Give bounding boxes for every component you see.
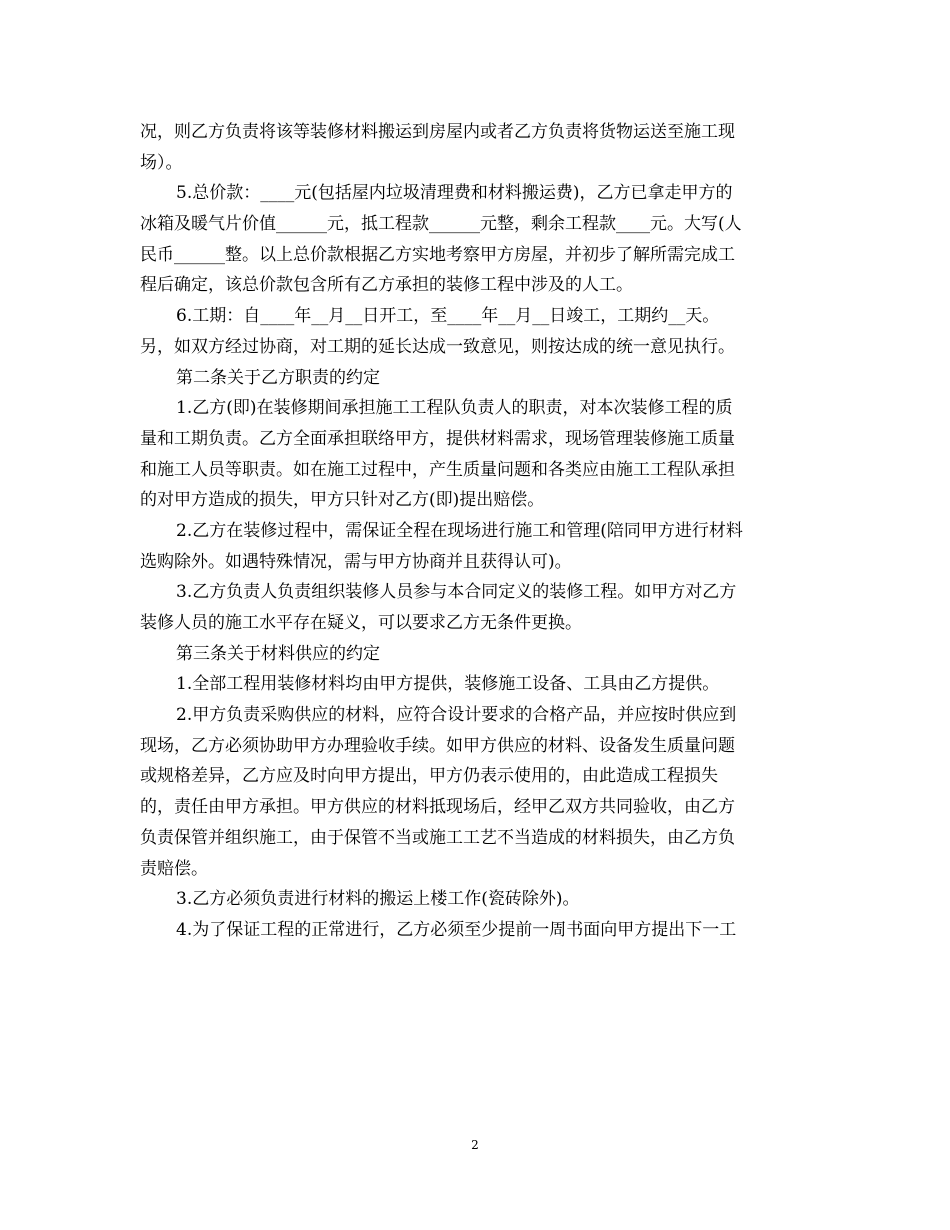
text-line: 或规格差异，乙方应及时向甲方提出，甲方仍表示使用的，由此造成工程损失 bbox=[140, 766, 718, 787]
text-line: 量和工期负责。乙方全面承担联络甲方，提供材料需求，现场管理装修施工质量 bbox=[140, 428, 735, 449]
text-line: 4.为了保证工程的正常进行，乙方必须至少提前一周书面向甲方提出下一工 bbox=[176, 919, 737, 940]
section-heading: 第二条关于乙方职责的约定 bbox=[176, 367, 380, 388]
text-line: 的对甲方造成的损失，甲方只针对乙方(即)提出赔偿。 bbox=[140, 490, 545, 511]
text-line: 3.乙方必须负责进行材料的搬运上楼工作(瓷砖除外)。 bbox=[176, 889, 580, 910]
document-body bbox=[140, 117, 810, 946]
text-line: 5.总价款：____元(包括屋内垃圾清理费和材料搬运费)，乙方已拿走甲方的 bbox=[176, 183, 733, 204]
text-line: 装修人员的施工水平存在疑义，可以要求乙方无条件更换。 bbox=[140, 613, 582, 633]
text-line: 另，如双方经过协商，对工期的延长达成一致意见，则按达成的统一意见执行。 bbox=[140, 336, 735, 357]
page-number: 2 bbox=[471, 1138, 479, 1152]
text-line: 3.乙方负责人负责组织装修人员参与本合同定义的装修工程。如甲方对乙方 bbox=[176, 582, 737, 603]
text-line: 程后确定，该总价款包含所有乙方承担的装修工程中涉及的人工。 bbox=[140, 275, 633, 296]
text-line: 2.甲方负责采购供应的材料，应符合设计要求的合格产品，并应按时供应到 bbox=[176, 705, 737, 726]
text-line: 1.乙方(即)在装修期间承担施工工程队负责人的职责，对本次装修工程的质 bbox=[176, 398, 733, 419]
text-line: 和施工人员等职责。如在施工过程中，产生质量问题和各类应由施工工程队承担 bbox=[140, 459, 735, 480]
text-line: 2.乙方在装修过程中，需保证全程在现场进行施工和管理(陪同甲方进行材料 bbox=[176, 520, 743, 541]
text-line: 场）。 bbox=[140, 152, 183, 173]
text-line: 负责保管并组织施工，由于保管不当或施工工艺不当造成的材料损失，由乙方负 bbox=[140, 827, 735, 848]
text-line: 选购除外。如遇特殊情况，需与甲方协商并且获得认可)。 bbox=[140, 551, 572, 572]
text-line: 民币______整。以上总价款根据乙方实地考察甲方房屋，并初步了解所需完成工 bbox=[140, 244, 735, 265]
text-line: 责赔偿。 bbox=[140, 858, 208, 879]
section-heading: 第三条关于材料供应的约定 bbox=[176, 643, 380, 664]
text-line: 6.工期：自____年__月__日开工，至____年__月__日竣工，工期约__天。 bbox=[176, 306, 720, 327]
text-line: 现场，乙方必须协助甲方办理验收手续。如甲方供应的材料、设备发生质量问题 bbox=[140, 735, 735, 756]
text-line: 冰箱及暖气片价值______元，抵工程款______元整，剩余工程款____元。大写(人 bbox=[140, 214, 742, 235]
text-line: 的，责任由甲方承担。甲方供应的材料抵现场后，经甲乙双方共同验收，由乙方 bbox=[140, 797, 735, 818]
text-line: 1.全部工程用装修材料均由甲方提供，装修施工设备、工具由乙方提供。 bbox=[176, 674, 720, 695]
text-line: 况，则乙方负责将该等装修材料搬运到房屋内或者乙方负责将货物运送至施工现 bbox=[140, 122, 735, 142]
